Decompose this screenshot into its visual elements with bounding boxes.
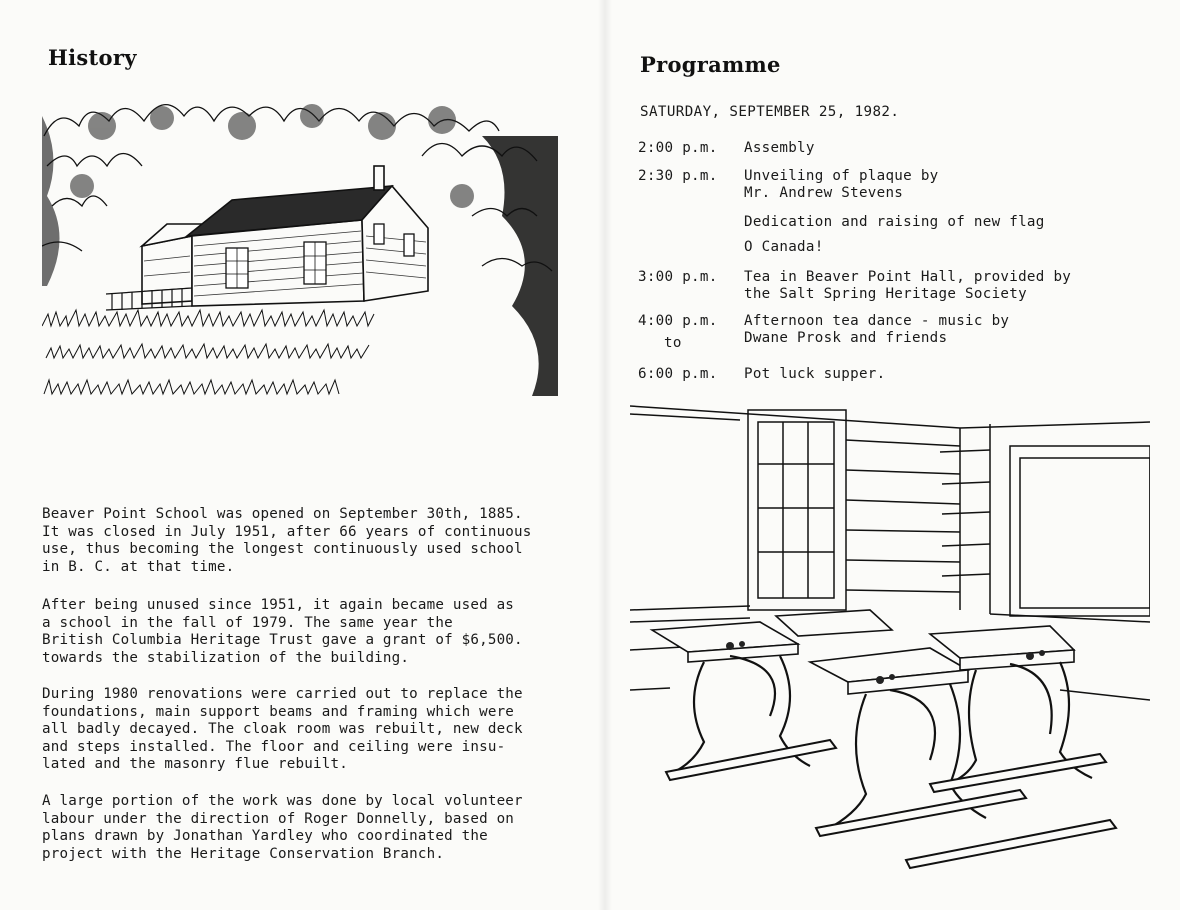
history-heading: History [48,45,137,70]
programme-description: Dedication and raising of new flag [744,214,1045,230]
classroom-desks-illustration [630,400,1150,872]
programme-date: SATURDAY, SEPTEMBER 25, 1982. [640,104,900,120]
history-paragraph-2: After being unused since 1951, it again became used as a school in the fall of 1979. The same year the British Columbia Heritage Trust gave a grant of $6,500. towards the stabilization of the building. [42,597,523,666]
history-paragraph-3: During 1980 renovations were carried out to replace the foundations, main support beams and framing which were all badly decayed. The cloak room was rebuilt, new deck and steps installed. The floor and ceiling were insu- lated and the masonry flue rebuilt. [42,686,523,772]
programme-connector: to [664,335,682,351]
programme-description: Pot luck supper. [744,366,886,382]
programme-time: 4:00 p.m. [638,313,718,329]
programme-description: Afternoon tea dance - music by Dwane Prosk and friends [744,313,1010,346]
history-paragraph-1: Beaver Point School was opened on September 30th, 1885. It was closed in July 1951, after 66 years of continuous use, thus becoming the longest continuously used school in B. C. at that time. [42,506,532,575]
history-paragraph-4: A large portion of the work was done by local volunteer labour under the direction of Roger Donnelly, based on plans drawn by Jonathan Yardley who coordinated the project with the Heritage Conservation Branch. [42,793,523,862]
programme-description: Unveiling of plaque by Mr. Andrew Stevens [744,168,939,201]
programme-time: 6:00 p.m. [638,366,718,382]
page-fold [598,0,612,910]
programme-description: Tea in Beaver Point Hall, provided by the Salt Spring Heritage Society [744,269,1072,302]
programme-time: 2:30 p.m. [638,168,718,184]
programme-description: Assembly [744,140,815,156]
programme-time: 2:00 p.m. [638,140,718,156]
programme-description: O Canada! [744,239,824,255]
schoolhouse-illustration [42,96,558,408]
programme-time: 3:00 p.m. [638,269,718,285]
programme-heading: Programme [640,52,781,77]
